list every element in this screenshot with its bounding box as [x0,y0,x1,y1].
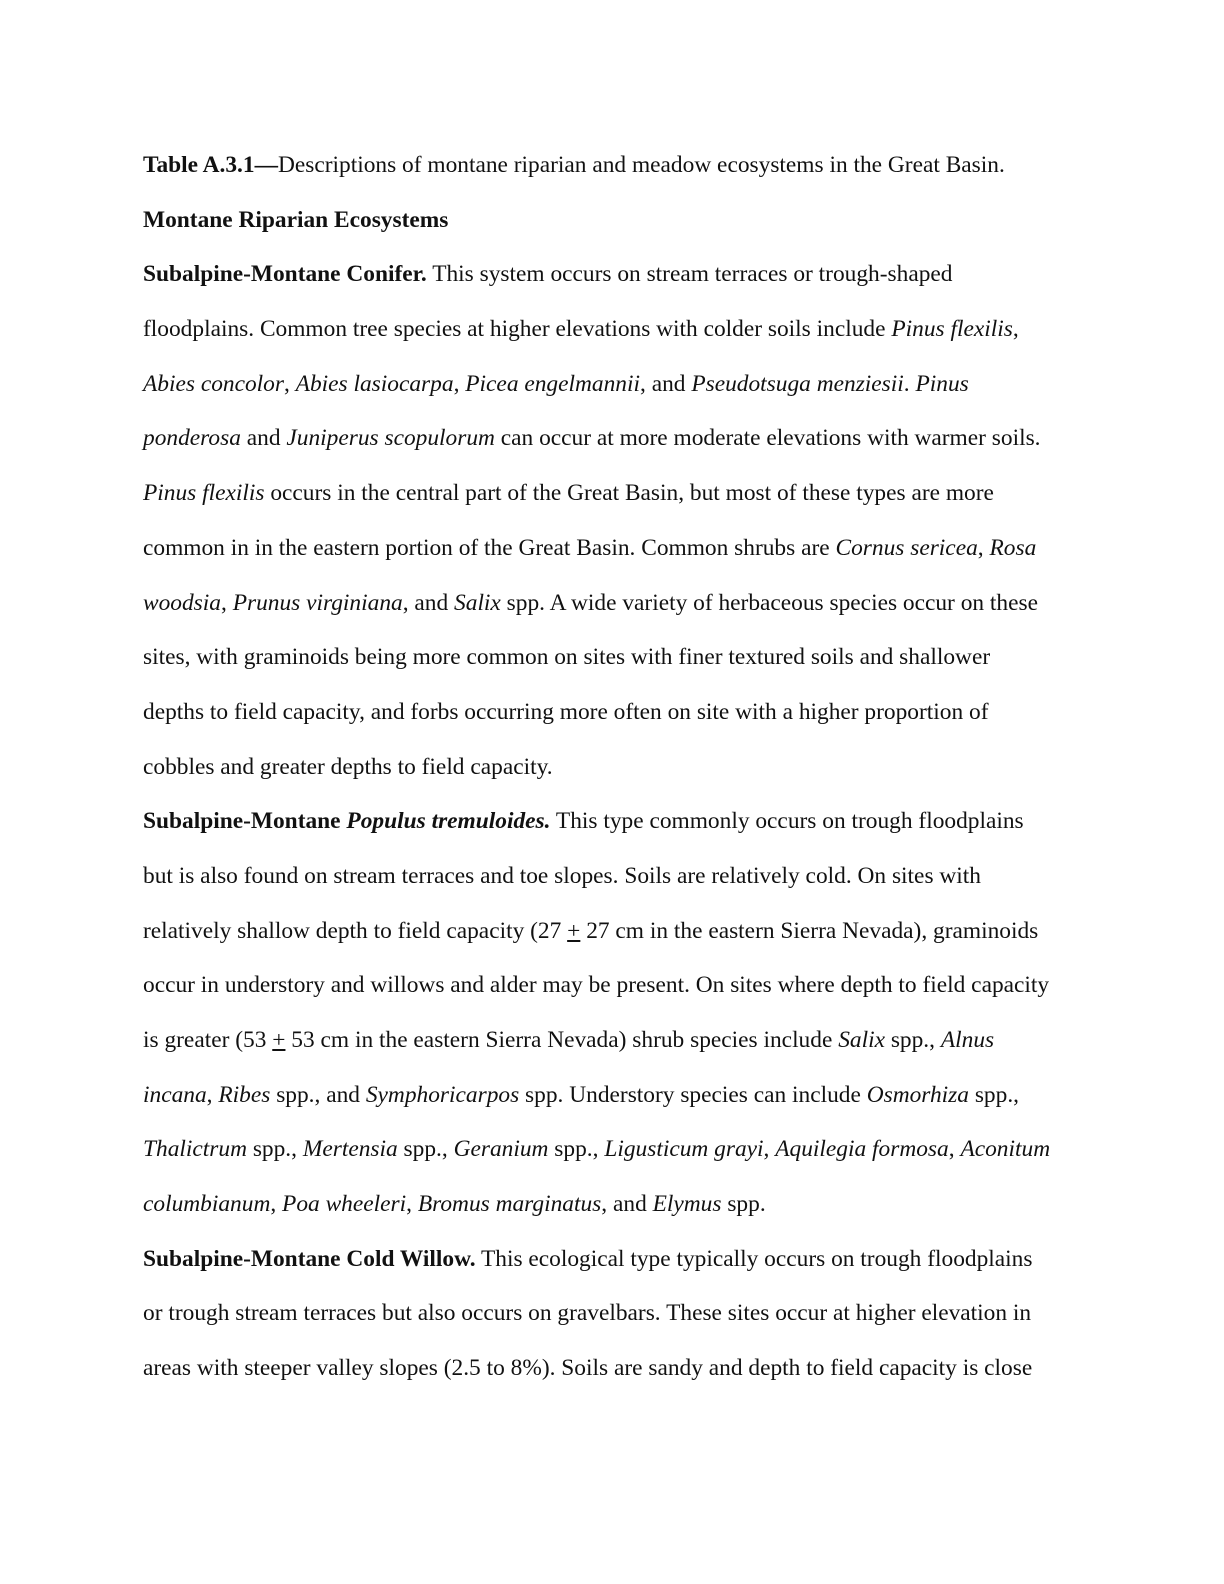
text-run: . [903,370,916,397]
text-line [143,1122,1078,1177]
text-run: This type commonly occurs on trough floodplains [550,808,1024,835]
text-line [143,958,1078,1013]
section-heading: Montane Riparian Ecosystems [143,206,449,233]
text-run: spp., [968,1081,1020,1108]
species-name: Pseudotsuga menziesii [691,370,904,397]
species-name: woodsia [143,589,221,616]
text-run: , [270,1191,283,1218]
species-name: Pinus flexilis [891,316,1013,343]
plus-minus-sign: + [272,1027,286,1053]
text-run: This ecological type typically occurs on trough floodplains [475,1245,1033,1272]
text-line [143,247,1078,302]
species-name: Elymus [652,1191,722,1218]
text-run: , [1012,316,1019,343]
text-run: or trough stream terraces but also occurs on gravelbars. These sites occur at higher elevation in [143,1300,1032,1327]
bold-species-name: Populus tremuloides. [346,808,551,835]
species-name: Geranium [453,1136,549,1163]
species-name: Salix [454,589,501,616]
text-run: occurs in the central part of the Great Basin, but most of these types are more [264,480,994,507]
text-run: , and [640,370,692,397]
text-run: , [206,1081,219,1108]
species-name: Alnus [940,1027,995,1053]
text-run: relatively shallow depth to field capacity (27 [143,917,568,944]
species-name: incana [143,1081,207,1108]
text-run: can occur at more moderate elevations with warmer soils. [494,425,1041,452]
table-caption-dash: — [254,152,278,178]
species-name: Pinus flexilis [143,480,265,507]
text-run: and [240,425,287,452]
species-name: Ribes [218,1081,271,1108]
species-name: Picea engelmannii [465,370,640,397]
text-run: but is also found on stream terraces and toe slopes. Soils are relatively cold. On sites with [143,862,981,889]
text-run: , [948,1136,961,1163]
text-line [143,357,1078,412]
text-run: sites, with graminoids being more common on sites with finer textured soils and shallower [143,644,991,671]
text-line [143,685,1078,740]
text-run: 53 cm in the eastern Sierra Nevada) shrub species include [285,1027,839,1053]
species-name: Poa wheeleri [282,1191,407,1218]
species-name: Aconitum [960,1136,1051,1163]
body-text [143,247,1078,1395]
document-page [143,138,1078,1396]
table-caption [143,138,1078,193]
species-name: Bromus marginatus [417,1191,602,1218]
text-line [143,411,1078,466]
species-name: ponderosa [143,425,241,452]
text-line [143,904,1078,959]
text-run: , [453,370,466,397]
text-run: is greater (53 [143,1027,273,1053]
text-run: , and [402,589,455,616]
text-run: , [763,1136,776,1163]
bold-run: Subalpine-Montane [143,808,347,835]
species-name: Symphoricarpos [365,1081,520,1108]
text-line [143,630,1078,685]
species-name: Salix [838,1027,885,1053]
text-run: , [406,1191,418,1218]
text-line [143,1341,1078,1396]
text-run: spp., [397,1136,454,1163]
text-line [143,794,1078,849]
species-name: Ligusticum grayi [604,1136,764,1163]
text-run: common in in the eastern portion of the Great Basin. Common shrubs are [143,534,836,561]
text-line [143,521,1078,576]
bold-run: Subalpine-Montane Cold Willow. [143,1245,476,1272]
text-line [143,740,1078,795]
text-line [143,1286,1078,1341]
text-run: spp. A wide variety of herbaceous species occur on these [500,589,1038,616]
text-run: , [977,534,990,561]
species-name: Juniperus scopulorum [286,425,495,452]
text-run: cobbles and greater depths to field capacity. [143,753,553,780]
table-caption-text: Descriptions of montane riparian and meadow ecosystems in the Great Basin. [277,152,1005,178]
text-run: spp., and [270,1081,366,1108]
bold-run: Subalpine-Montane Conifer. [143,261,427,288]
species-name: Mertensia [302,1136,398,1163]
text-run: depths to field capacity, and forbs occurring more often on site with a higher proportion of [143,698,989,725]
text-run: spp. Understory species can include [519,1081,867,1108]
species-name: Abies concolor [143,370,284,397]
text-run: spp., [884,1027,941,1053]
species-name: columbianum [143,1191,271,1218]
text-run: spp., [246,1136,303,1163]
table-caption-label: Table A.3.1 [143,152,255,178]
text-run: areas with steeper valley slopes (2.5 to 8%). Soils are sandy and depth to field capacity is close [143,1355,1033,1382]
text-run: floodplains. Common tree species at higher elevations with colder soils include [143,316,892,343]
species-name: Pinus [915,370,969,397]
species-name: Cornus sericea [835,534,978,561]
text-line [143,1177,1078,1232]
text-run: , [283,370,296,397]
species-name: Aquilegia formosa [775,1136,949,1163]
text-line [143,1232,1078,1287]
text-line [143,849,1078,904]
text-line [143,1068,1078,1123]
species-name: Thalictrum [143,1136,247,1163]
species-name: Rosa [989,534,1037,561]
text-run: This system occurs on stream terraces or trough-shaped [426,261,953,288]
text-run: spp. [721,1191,766,1218]
text-line [143,466,1078,521]
text-run: , [220,589,233,616]
species-name: Osmorhiza [866,1081,969,1108]
text-run: , and [601,1191,653,1218]
text-run: occur in understory and willows and alder may be present. On sites where depth to field capacity [143,972,1050,999]
plus-minus-sign: + [567,917,581,944]
text-run: 27 cm in the eastern Sierra Nevada), graminoids [580,917,1039,944]
text-line [143,1013,1078,1068]
text-line [143,302,1078,357]
species-name: Prunus virginiana [232,589,403,616]
text-line [143,576,1078,631]
text-run: spp., [548,1136,605,1163]
species-name: Abies lasiocarpa [295,370,454,397]
